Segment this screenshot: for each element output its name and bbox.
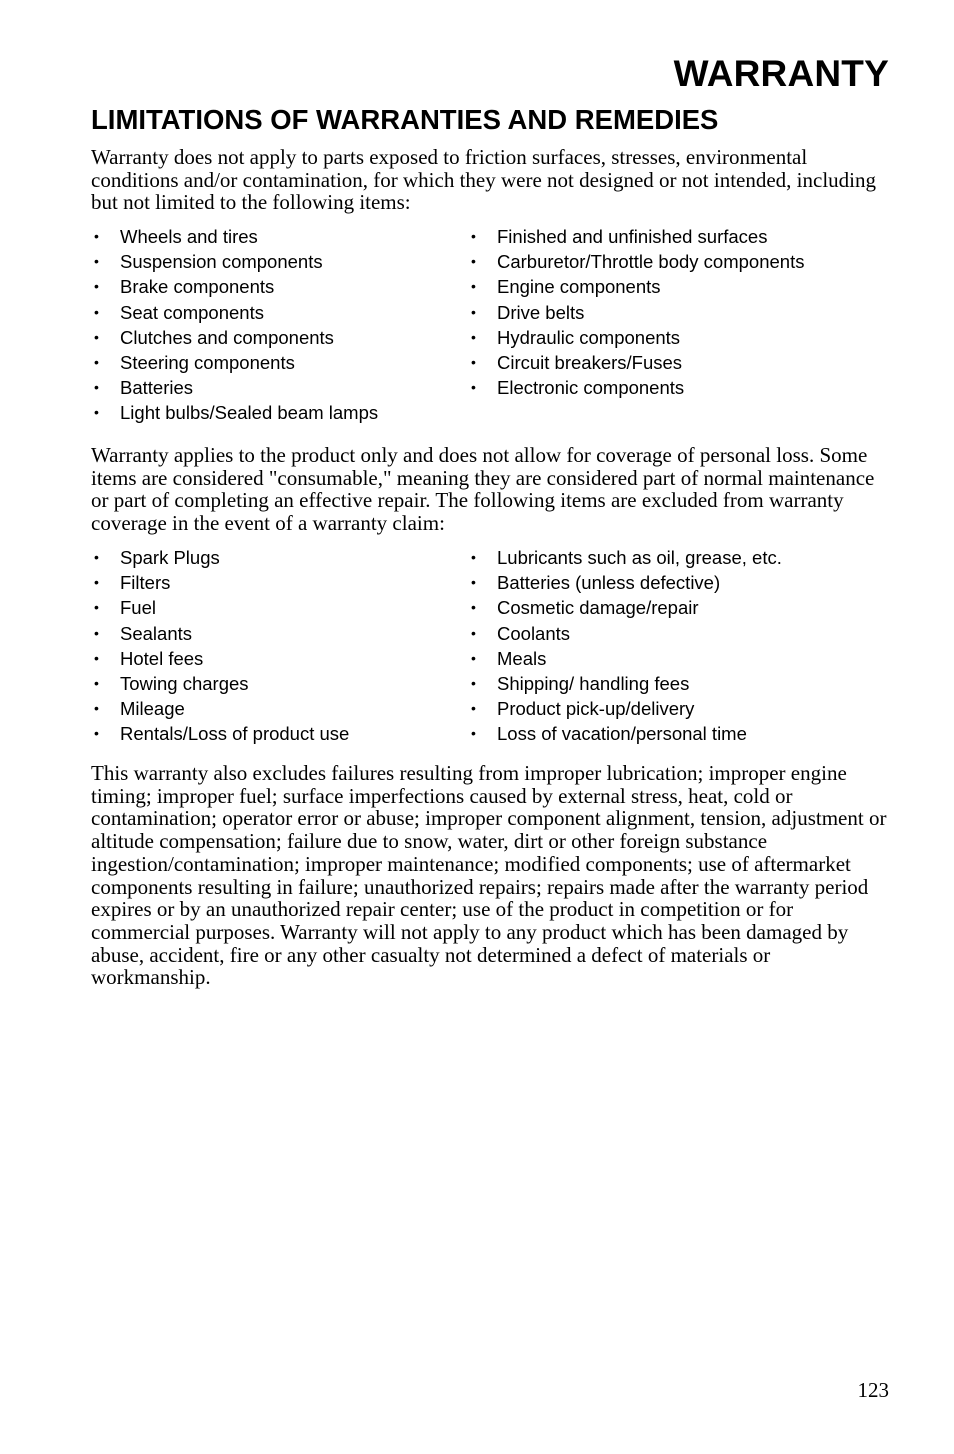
- list-item: [468, 325, 889, 350]
- bullet-icon: •: [94, 574, 99, 591]
- list-item: [468, 224, 889, 249]
- list-item-text: Electronic components: [497, 377, 685, 399]
- list-item-text: Rentals/Loss of product use: [120, 723, 350, 745]
- list-item-text: Fuel: [120, 597, 156, 619]
- list-item: [468, 249, 889, 274]
- list-item: [91, 325, 468, 350]
- list-item-text: Brake components: [120, 276, 275, 298]
- list-item: [91, 375, 468, 400]
- list-item: [91, 595, 468, 620]
- excluded-parts-left-column: [91, 224, 468, 426]
- bullet-icon: •: [94, 228, 99, 244]
- list-item: [468, 300, 889, 325]
- bullet-icon: •: [94, 725, 99, 742]
- bullet-icon: •: [471, 303, 476, 320]
- list-item-text: Lubricants such as oil, grease, etc.: [497, 547, 782, 568]
- list-item: [91, 671, 468, 696]
- consumables-paragraph: Warranty applies to the product only and does not allow for coverage of personal loss. Some items are considered "consumable," meaning they are considered part of normal maintenance or part of completing an effective repair. The following items are excluded from warranty coverage in the event of a warranty claim:: [91, 443, 875, 536]
- page-number: 123: [857, 1378, 889, 1402]
- bullet-icon: •: [471, 278, 476, 295]
- exclusions-paragraph: This warranty also excludes failures resulting from improper lubrication; improper engine timing; improper fuel; surface imperfections caused by external stress, heat, cold or contamination; operator error or abuse; improper component alignment, tension, adjustment or altitude compensation; failure due to snow, water, dirt or other foreign substance ingestion/contamination; improper maintenance; modified components; use of aftermarket components resulting in failure; unauthorized repairs; repairs made after the warranty period expires or by an unauthorized repair center; use of the product in competition or for commercial purposes. Warranty will not apply to any product which has been damaged by abuse, accident, fire or any other casualty not determined a defect of materials or workmanship.: [91, 761, 887, 990]
- bullet-icon: •: [94, 354, 99, 371]
- bullet-icon: •: [471, 549, 476, 565]
- excluded-parts-list: [91, 224, 889, 426]
- list-item: [468, 570, 889, 595]
- list-item-text: Seat components: [120, 301, 264, 323]
- list-item: [91, 300, 468, 325]
- bullet-icon: •: [471, 328, 476, 345]
- list-item: [91, 274, 468, 299]
- bullet-icon: •: [94, 549, 99, 565]
- consumable-items-left-column: [91, 545, 468, 747]
- bullet-icon: •: [94, 649, 99, 666]
- list-item-text: Circuit breakers/Fuses: [497, 352, 683, 374]
- bullet-icon: •: [471, 624, 476, 641]
- bullet-icon: •: [94, 624, 99, 641]
- list-item: [468, 671, 889, 696]
- bullet-icon: •: [94, 278, 99, 295]
- bullet-icon: •: [94, 404, 99, 421]
- bullet-icon: •: [94, 328, 99, 345]
- list-item-text: Loss of vacation/personal time: [497, 723, 747, 745]
- list-item: [468, 646, 889, 671]
- bullet-icon: •: [471, 675, 476, 692]
- list-item: [91, 621, 468, 646]
- bullet-icon: •: [471, 649, 476, 666]
- list-item-text: Batteries: [120, 377, 194, 399]
- bullet-icon: •: [471, 574, 476, 591]
- bullet-icon: •: [94, 675, 99, 692]
- consumable-items-right-column: [468, 545, 889, 747]
- bullet-icon: •: [471, 725, 476, 742]
- list-item-text: Sealants: [120, 622, 192, 644]
- bullet-icon: •: [471, 599, 476, 616]
- list-item-text: Hydraulic components: [497, 326, 681, 348]
- bullet-icon: •: [94, 599, 99, 616]
- excluded-parts-right-column: [468, 224, 889, 426]
- list-item: [91, 570, 468, 595]
- list-item: [468, 375, 889, 400]
- list-item-text: Clutches and components: [120, 326, 334, 348]
- list-item-text: Hotel fees: [120, 647, 204, 669]
- list-item: [468, 545, 889, 570]
- list-item: [468, 595, 889, 620]
- bullet-icon: •: [471, 354, 476, 371]
- list-item-text: Engine components: [497, 276, 661, 298]
- list-item-text: Finished and unfinished surfaces: [497, 226, 768, 247]
- list-item-text: Coolants: [497, 622, 571, 644]
- list-item: [91, 545, 468, 570]
- list-item-text: Cosmetic damage/repair: [497, 597, 699, 619]
- list-item-text: Drive belts: [497, 301, 585, 323]
- consumable-items-list: [91, 545, 889, 747]
- list-item-text: Mileage: [120, 698, 185, 720]
- bullet-icon: •: [94, 700, 99, 717]
- list-item-text: Product pick-up/delivery: [497, 698, 695, 720]
- list-item-text: Batteries (unless defective): [497, 572, 721, 594]
- list-item: [91, 696, 468, 721]
- list-item-text: Steering components: [120, 352, 295, 374]
- list-item-text: Spark Plugs: [120, 547, 220, 568]
- list-item: [468, 621, 889, 646]
- bullet-icon: •: [471, 253, 476, 270]
- list-item-text: Light bulbs/Sealed beam lamps: [120, 402, 379, 424]
- section-title: LIMITATIONS OF WARRANTIES AND REMEDIES: [91, 104, 719, 135]
- list-item: [468, 274, 889, 299]
- list-item: [468, 696, 889, 721]
- list-item: [91, 350, 468, 375]
- bullet-icon: •: [94, 303, 99, 320]
- bullet-icon: •: [94, 253, 99, 270]
- list-item: [91, 400, 468, 425]
- bullet-icon: •: [471, 700, 476, 717]
- list-item-text: Carburetor/Throttle body components: [497, 251, 805, 273]
- manual-page: [91, 0, 889, 1454]
- list-item: [468, 350, 889, 375]
- bullet-icon: •: [471, 228, 476, 244]
- bullet-icon: •: [94, 379, 99, 396]
- list-item-text: Filters: [120, 572, 171, 594]
- list-item-text: Shipping/ handling fees: [497, 673, 690, 695]
- list-item: [91, 721, 468, 746]
- list-item-text: Towing charges: [120, 673, 249, 695]
- list-item: [91, 249, 468, 274]
- list-item-text: Suspension components: [120, 251, 323, 273]
- list-item: [91, 646, 468, 671]
- list-item: [468, 721, 889, 746]
- list-item: [91, 224, 468, 249]
- list-item-text: Wheels and tires: [120, 226, 258, 247]
- list-item-text: Meals: [497, 647, 547, 669]
- chapter-title: WARRANTY: [673, 53, 889, 94]
- bullet-icon: •: [471, 379, 476, 396]
- intro-paragraph: Warranty does not apply to parts exposed to friction surfaces, stresses, environmental conditions and/or contamination, for which they were not designed or not intended, including but not limited to the following items:: [91, 145, 876, 215]
